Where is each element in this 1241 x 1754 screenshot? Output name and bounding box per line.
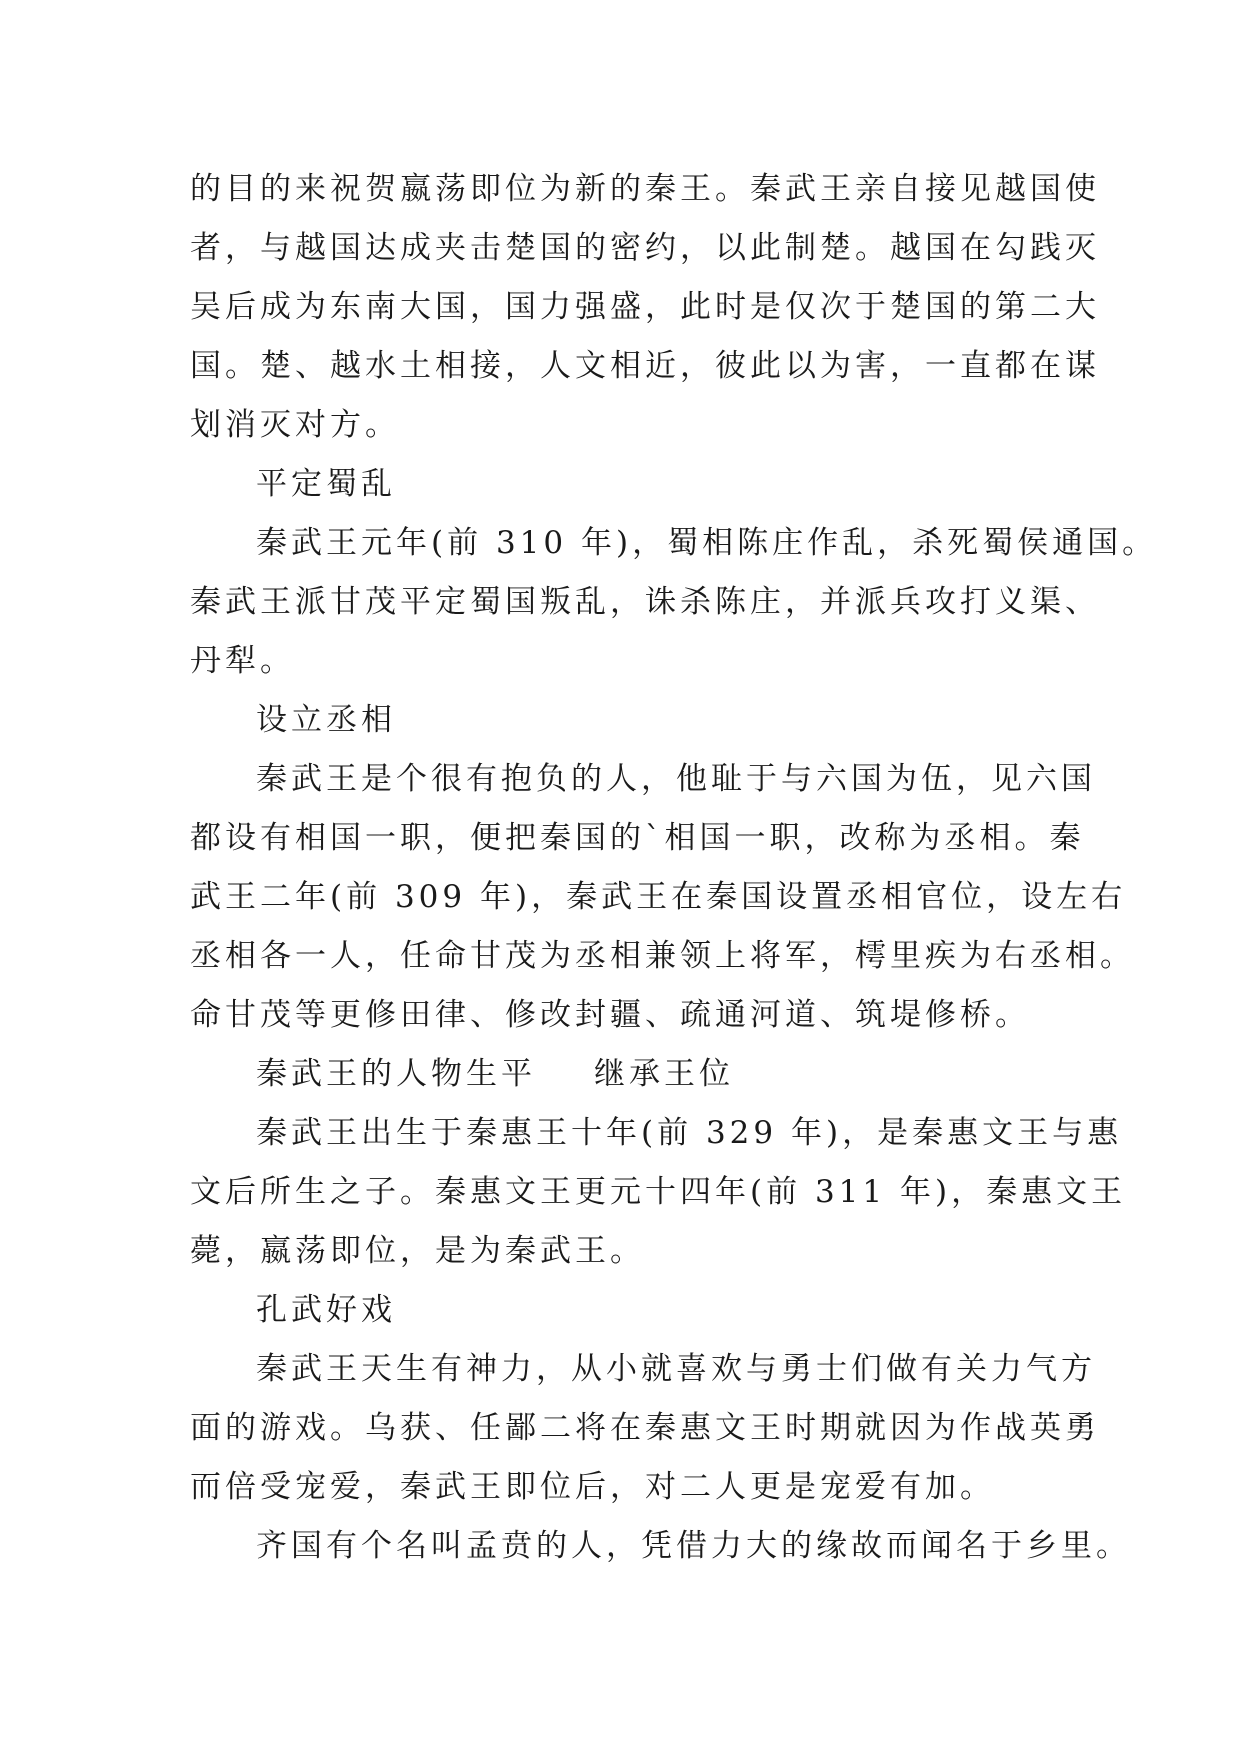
paragraph-line: 文后所生之子。秦惠文王更元十四年(前 311 年)，秦惠文王	[190, 1174, 1127, 1210]
paragraph-line: 都设有相国一职，便把秦国的`相国一职，改称为丞相。秦	[190, 820, 1085, 856]
paragraph-line: 国。楚、越水土相接，人文相近，彼此以为害，一直都在谋	[190, 348, 1100, 384]
paragraph-line: 吴后成为东南大国，国力强盛，此时是仅次于楚国的第二大	[190, 289, 1100, 325]
paragraph-line: 秦武王元年(前 310 年)，蜀相陈庄作乱，杀死蜀侯通国。	[256, 525, 1158, 561]
paragraph-line: 齐国有个名叫孟贲的人，凭借力大的缘故而闻名于乡里。	[256, 1528, 1131, 1564]
paragraph-line: 薨，嬴荡即位，是为秦武王。	[190, 1233, 645, 1269]
section-heading-row	[190, 1045, 1060, 1104]
paragraph-line: 丹犁。	[190, 643, 295, 679]
paragraph-line: 的目的来祝贺嬴荡即位为新的秦王。秦武王亲自接见越国使	[190, 171, 1100, 207]
section-heading: 设立丞相	[256, 702, 396, 738]
section-heading: 孔武好戏	[256, 1292, 396, 1328]
paragraph-line: 秦武王出生于秦惠王十年(前 329 年)，是秦惠文王与惠	[256, 1115, 1123, 1151]
section-heading: 平定蜀乱	[256, 466, 396, 502]
paragraph-line: 面的游戏。乌获、任鄙二将在秦惠文王时期就因为作战英勇	[190, 1410, 1100, 1446]
paragraph-line: 秦武王是个很有抱负的人，他耻于与六国为伍，见六国	[256, 761, 1096, 797]
paragraph-line: 丞相各一人，任命甘茂为丞相兼领上将军，樗里疾为右丞相。	[190, 938, 1135, 974]
subsection-heading: 继承王位	[594, 1056, 734, 1092]
document-body	[190, 160, 1158, 1576]
paragraph-line: 命甘茂等更修田律、修改封疆、疏通河道、筑堤修桥。	[190, 997, 1030, 1033]
paragraph-line: 秦武王天生有神力，从小就喜欢与勇士们做有关力气方	[256, 1351, 1096, 1387]
paragraph-line: 秦武王派甘茂平定蜀国叛乱，诛杀陈庄，并派兵攻打义渠、	[190, 584, 1100, 620]
paragraph-line: 者，与越国达成夹击楚国的密约，以此制楚。越国在勾践灭	[190, 230, 1100, 266]
section-heading: 秦武王的人物生平	[256, 1056, 536, 1092]
paragraph-line: 划消灭对方。	[190, 407, 400, 443]
paragraph-line: 武王二年(前 309 年)，秦武王在秦国设置丞相官位，设左右	[190, 879, 1127, 915]
paragraph-line: 而倍受宠爱，秦武王即位后，对二人更是宠爱有加。	[190, 1469, 995, 1505]
